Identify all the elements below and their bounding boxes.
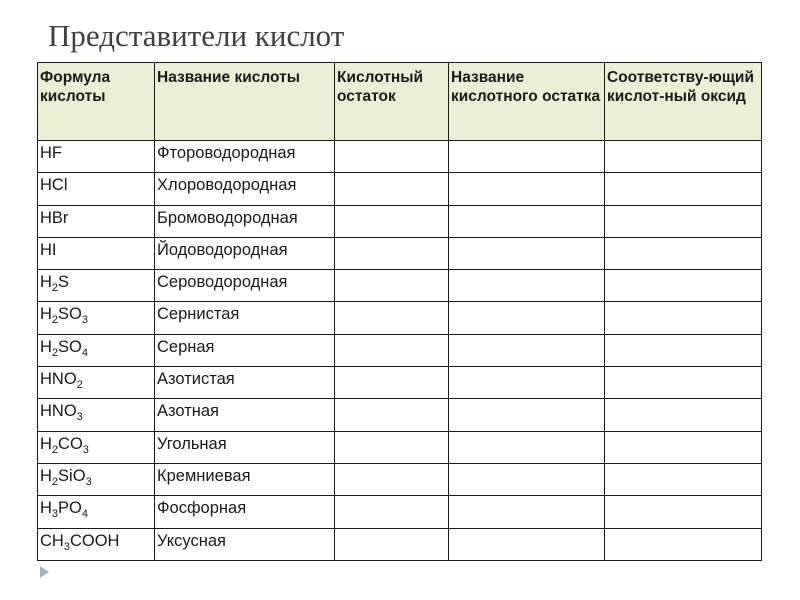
cell-residue[interactable] [335, 270, 449, 302]
cell-oxide[interactable] [605, 237, 762, 269]
formula-subscript: 3 [81, 314, 89, 327]
cell-residue[interactable] [335, 302, 449, 334]
cell-name: Хлороводородная [155, 173, 335, 205]
formula-subscript: 2 [51, 346, 59, 359]
header-acid-oxide: Соответству-ющий кислот-ный оксид [605, 63, 762, 141]
formula-subscript: 2 [51, 475, 59, 488]
table-row [38, 270, 762, 302]
cell-oxide[interactable] [605, 463, 762, 495]
table-row [38, 302, 762, 334]
cell-residue[interactable] [335, 205, 449, 237]
cell-name: Йодоводородная [155, 237, 335, 269]
cell-residue-name[interactable] [449, 205, 605, 237]
formula-text: H [40, 499, 52, 518]
cell-name: Фосфорная [155, 496, 335, 528]
cell-oxide[interactable] [605, 334, 762, 366]
formula-text: HI [40, 240, 57, 259]
table-row [38, 141, 762, 173]
cell-oxide[interactable] [605, 205, 762, 237]
table-row [38, 173, 762, 205]
cell-name: Угольная [155, 431, 335, 463]
cell-residue[interactable] [335, 431, 449, 463]
cell-name: Азотная [155, 399, 335, 431]
formula-text: HF [40, 144, 62, 162]
table-row [38, 205, 762, 237]
formula-subscript: 3 [85, 475, 92, 488]
header-residue-name: Название кислотного остатка [449, 63, 605, 141]
cell-residue-name[interactable] [449, 463, 605, 495]
formula-text: H [40, 466, 52, 485]
cell-residue[interactable] [335, 367, 449, 399]
formula-subscript: 2 [51, 282, 59, 295]
cell-formula [38, 270, 155, 302]
cell-residue[interactable] [335, 463, 449, 495]
formula-text: SO [58, 337, 82, 356]
cell-name: Азотистая [155, 367, 335, 399]
table-row [38, 496, 762, 528]
formula-text: PO [58, 499, 82, 518]
cell-oxide[interactable] [605, 367, 762, 399]
table-header-row [38, 63, 762, 141]
cell-residue-name[interactable] [449, 334, 605, 366]
table-row [38, 463, 762, 495]
formula-subscript: 3 [63, 540, 70, 553]
cell-residue-name[interactable] [449, 528, 605, 560]
cell-formula [38, 431, 155, 463]
table-row [38, 367, 762, 399]
formula-subscript: 2 [51, 314, 59, 327]
table-row [38, 528, 762, 560]
table-row [38, 431, 762, 463]
cell-name: Фтороводородная [155, 141, 335, 173]
formula-text: H [40, 337, 52, 356]
cell-residue-name[interactable] [449, 237, 605, 269]
table-row [38, 334, 762, 366]
cell-residue-name[interactable] [449, 270, 605, 302]
cell-formula [38, 302, 155, 334]
formula-text: COOH [69, 531, 120, 550]
cell-oxide[interactable] [605, 270, 762, 302]
page-title: Представители кислот [48, 18, 345, 53]
formula-subscript: 3 [51, 508, 59, 521]
formula-text: HNO [40, 370, 77, 389]
formula-text: HCl [40, 176, 68, 195]
cell-formula [38, 528, 155, 560]
formula-text: CH [40, 531, 64, 550]
cell-residue-name[interactable] [449, 173, 605, 205]
header-acid-residue: Кислотный остаток [335, 63, 449, 141]
formula-text: HBr [40, 208, 69, 227]
formula-text: H [40, 305, 52, 324]
formula-subscript: 3 [76, 411, 83, 424]
table-body [38, 141, 762, 561]
triangle-bullet-icon [40, 566, 49, 578]
cell-formula [38, 141, 155, 173]
cell-formula [38, 334, 155, 366]
cell-residue[interactable] [335, 528, 449, 560]
cell-formula [38, 367, 155, 399]
cell-residue-name[interactable] [449, 302, 605, 334]
cell-name: Уксусная [155, 528, 335, 560]
formula-text: H [40, 273, 52, 292]
cell-formula [38, 496, 155, 528]
table-row [38, 237, 762, 269]
cell-residue[interactable] [335, 173, 449, 205]
cell-residue-name[interactable] [449, 367, 605, 399]
cell-residue-name[interactable] [449, 496, 605, 528]
cell-oxide[interactable] [605, 399, 762, 431]
cell-formula [38, 463, 155, 495]
cell-residue-name[interactable] [449, 431, 605, 463]
cell-formula [38, 205, 155, 237]
cell-oxide[interactable] [605, 302, 762, 334]
cell-formula [38, 237, 155, 269]
cell-residue[interactable] [335, 399, 449, 431]
cell-oxide[interactable] [605, 431, 762, 463]
cell-oxide[interactable] [605, 141, 762, 173]
formula-text: SiO [58, 466, 86, 485]
cell-formula [38, 399, 155, 431]
cell-name: Бромоводородная [155, 205, 335, 237]
cell-residue[interactable] [335, 334, 449, 366]
formula-subscript: 2 [51, 443, 59, 456]
formula-text: CO [58, 434, 83, 453]
formula-subscript: 2 [76, 379, 83, 392]
header-acid-name: Название кислоты [155, 63, 335, 141]
cell-residue[interactable] [335, 141, 449, 173]
header-acid-formula: Формула кислоты [38, 63, 155, 141]
cell-residue-name[interactable] [449, 399, 605, 431]
table-row [38, 399, 762, 431]
cell-name: Серная [155, 334, 335, 366]
cell-residue[interactable] [335, 237, 449, 269]
formula-text: S [58, 273, 70, 292]
cell-residue-name[interactable] [449, 141, 605, 173]
cell-oxide[interactable] [605, 173, 762, 205]
formula-text: SO [58, 305, 82, 324]
formula-text: H [40, 434, 52, 453]
cell-name: Сероводородная [155, 270, 335, 302]
cell-name: Сернистая [155, 302, 335, 334]
cell-oxide[interactable] [605, 528, 762, 560]
formula-subscript: 4 [81, 346, 89, 359]
formula-subscript: 3 [82, 443, 89, 456]
cell-name: Кремниевая [155, 463, 335, 495]
cell-residue[interactable] [335, 496, 449, 528]
cell-oxide[interactable] [605, 496, 762, 528]
formula-subscript: 4 [81, 508, 89, 521]
cell-formula [38, 173, 155, 205]
formula-text: HNO [40, 402, 77, 421]
acids-table [37, 62, 762, 561]
